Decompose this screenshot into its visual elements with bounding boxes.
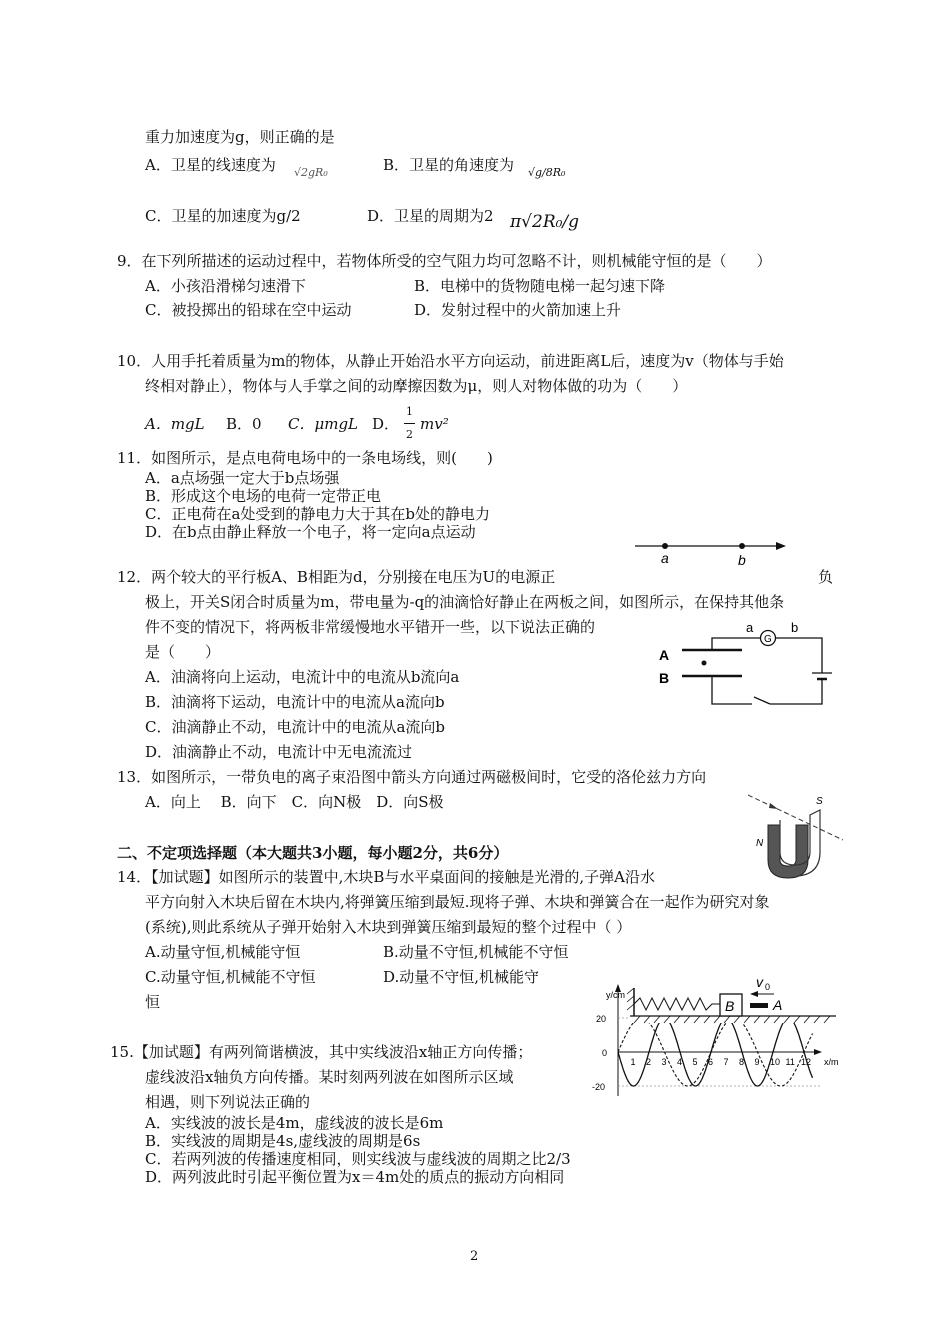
q15-option-d: D．两列波此时引起平衡位置为x＝4m处的质点的振动方向相同 [145,1168,565,1186]
q10-line1: 10．人用手托着质量为m的物体，从静止开始沿水平方向运动，前进距离L后，速度为v（物体与手始 [117,352,784,370]
q15-option-b: B．实线波的周期是4s,虚线波的周期是6s [145,1132,421,1150]
q10-option-a: A．mgL [145,415,205,433]
q12-option-a: A．油滴将向上运动，电流计中的电流从b流向a [145,668,460,686]
q15-line3: 相遇，则下列说法正确的 [145,1093,311,1111]
q14-option-a: A.动量守恒,机械能守恒 [145,943,301,961]
q14-line2: 平方向射入木块后留在木块内,将弹簧压缩到最短.现将子弹、木块和弹簧合在一起作为研究对象 [145,893,770,911]
q13-options: A．向上 B．向下 C．向N极 D．向S极 [145,793,444,811]
wave-x-axis-label: x/m [824,1057,839,1067]
q9-option-b: B．电梯中的货物随电梯一起匀速下降 [414,277,666,295]
q15-option-a: A．实线波的波长是4m，虚线波的波长是6m [145,1114,444,1132]
wave-y-tick-20: 20 [596,1014,607,1024]
q8-option-d-formula: π√2R₀/g [510,212,580,232]
page-number: 2 [470,1249,479,1264]
q12-line1-end: 负 [818,568,834,586]
q10-option-b: B．0 [226,415,262,433]
bullet-a-label: A [773,997,783,1013]
q10-fraction-numerator: 1 [406,405,413,418]
q12-option-d: D．油滴静止不动，电流计中无电流流过 [145,743,413,761]
plate-b-label: B [659,670,670,686]
wave-x-tick-label: 3 [661,1057,667,1067]
q9-option-d: D．发射过程中的火箭加速上升 [414,301,622,319]
wave-x-tick-label: 7 [723,1057,729,1067]
wave-x-tick-label: 11 [785,1057,795,1067]
q14-line1: 14．【加试题】如图所示的装置中,木块B与水平桌面间的接触是光滑的,子弹A沿水 [117,868,655,886]
field-point-b-label: b [738,552,746,568]
q10-fraction-denominator: 2 [406,428,413,441]
bullet-a [750,1003,768,1008]
wave-x-tick-label: 8 [739,1057,745,1067]
wave-x-tick-label: 5 [692,1057,698,1067]
switch-icon [754,697,770,704]
q12-option-b: B．油滴将下运动，电流计中的电流从a流向b [145,693,445,711]
q8-option-b-formula: √g/8R₀ [528,166,566,179]
q8-option-a: A．卫星的线速度为 [145,156,276,174]
q8-stem: 重力加速度为g，则正确的是 [145,128,335,146]
magnet-figure [748,790,848,885]
galvanometer-label: G [764,634,772,645]
capacitor-circuit-figure [652,618,832,718]
q14-option-c: C.动量守恒,机械能不守恒 [145,968,316,986]
q9-option-a: A．小孩沿滑梯匀速滑下 [145,277,306,295]
wave-x-tick-label: 9 [754,1057,760,1067]
q15-line2: 虚线波沿x轴负方向传播。某时刻两列波在如图所示区域 [145,1068,514,1086]
q12-line1: 12．两个较大的平行板A、B相距为d，分别接在电压为U的电源正 [117,568,556,586]
electric-field-line-figure [630,535,790,570]
q8-option-c: C．卫星的加速度为g/2 [145,207,301,225]
q11-option-a: A．a点场强一定大于b点场强 [145,469,340,487]
q11-stem: 11．如图所示，是点电荷电场中的一条电场线，则( ) [117,449,493,467]
velocity-v0-label: v [756,974,763,990]
q8-option-a-formula: √2gR₀ [294,166,328,179]
q11-option-d: D．在b点由静止释放一个电子，将一定向a点运动 [145,523,476,541]
circuit-point-b-label: b [791,620,799,635]
q15-line1: 15.【加试题】有两列简谐横波，其中实线波沿x轴正方向传播； [110,1043,533,1061]
wave-x-tick-label: 2 [646,1057,652,1067]
wave-x-tick-label: 4 [677,1057,683,1067]
q11-option-c: C．正电荷在a处受到的静电力大于其在b处的静电力 [145,505,491,523]
q14-option-d-wrap: 恒 [145,993,161,1011]
circuit-point-a-label: a [746,620,754,635]
q9-option-c: C．被投掷出的铅球在空中运动 [145,301,352,319]
q10-line2: 终相对静止），物体与人手掌之间的动摩擦因数为μ，则人对物体做的功为（ ） [145,377,688,395]
wave-y-tick-neg20: -20 [592,1082,606,1092]
q10-option-c: C．μmgL [288,415,359,433]
velocity-v0-subscript: 0 [765,982,771,992]
field-point-a-label: a [661,550,669,566]
q10-option-d: D． [372,415,400,433]
magnet-n-pole-label: N [756,838,764,849]
q12-line3: 件不变的情况下，将两板非常缓慢地水平错开一些，以下说法正确的 [145,618,596,636]
fraction-bar [404,423,415,424]
q10-option-d-expr: mv² [420,415,449,433]
q8-option-d: D．卫星的周期为2 [367,207,494,225]
spring-icon [634,998,720,1010]
q14-option-b: B.动量不守恒,机械能不守恒 [383,943,569,961]
wave-x-tick-label: 10 [770,1057,781,1067]
spring-block-and-wave-figure [590,972,850,1100]
q9-stem: 9．在下列所描述的运动过程中，若物体所受的空气阻力均可忽略不计，则机械能守恒的是（ ） [117,252,772,270]
q12-line4: 是（ ） [145,643,221,661]
q14-line3: (系统),则此系统从子弹开始射入木块到弹簧压缩到最短的整个过程中（ ） [145,918,632,936]
section-2-heading: 二、不定项选择题（本大题共3小题，每小题2分，共6分） [117,844,509,862]
block-b-label: B [725,998,735,1014]
plate-a-label: A [659,647,670,663]
magnet-s-pole-label: S [816,796,823,807]
q13-stem: 13．如图所示，一带负电的离子束沿图中箭头方向通过两磁极间时，它受的洛伦兹力方向 [117,768,707,786]
wave-x-tick-label: 12 [801,1057,812,1067]
q8-option-b: B．卫星的角速度为 [383,156,515,174]
wave-x-tick-label: 1 [630,1057,636,1067]
wave-y-axis-label: y/cm [606,990,625,1000]
wave-x-tick-label: 6 [708,1057,714,1067]
q12-option-c: C．油滴静止不动，电流计中的电流从a流向b [145,718,446,736]
q15-option-c: C．若两列波的传播速度相同，则实线波与虚线波的周期之比2/3 [145,1150,571,1168]
q14-option-d: D.动量不守恒,机械能守 [383,968,540,986]
wave-y-tick-0: 0 [602,1048,608,1058]
q11-option-b: B．形成这个电场的电荷一定带正电 [145,487,382,505]
q12-line2: 极上，开关S闭合时质量为m，带电量为-q的油滴恰好静止在两板之间，如图所示，在保持其他条 [145,593,785,611]
